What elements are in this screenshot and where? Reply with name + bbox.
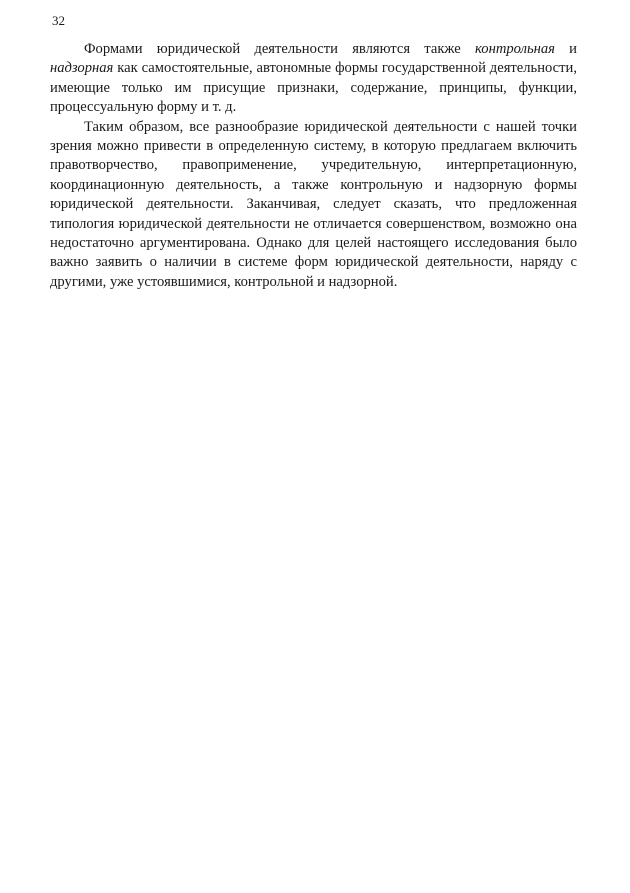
page-number: 32 <box>52 13 65 28</box>
term-supervisory: надзорная <box>50 60 114 77</box>
paragraph-2: Таким образом, все разнообразие юридической деятельности с нашей точки зрения можно привести в определенную систему, в которую предлагаем включить правотворчество, правоприменение, учредительную, интерпретационную, координационную деятельность, а также контрольную и надзорную формы юридической деятельности. Заканчивая, следует сказать, что предложенная типология юридической деятельности не отличается совершенством, возможно она недостаточно аргументирована. Однако для целей настоящего исследования было важно заявить о наличии в системе форм юридической деятельности, наряду с другими, уже устоявшимися, контрольной и надзорной. <box>50 118 577 290</box>
paragraph-1-text-conjunction: и <box>554 41 577 57</box>
paragraph-1 <box>50 40 577 118</box>
body-text <box>50 40 577 292</box>
paragraph-1-text-start: Формами юридической деятельности являются также <box>84 41 476 57</box>
paragraph-1-text-end: как самостоятельные, автономные формы государственной деятельности, имеющие только им присущие признаки, содержание, принципы, функции, процессуальную форму и т. д. <box>50 60 577 116</box>
term-control: контрольная <box>475 41 555 57</box>
